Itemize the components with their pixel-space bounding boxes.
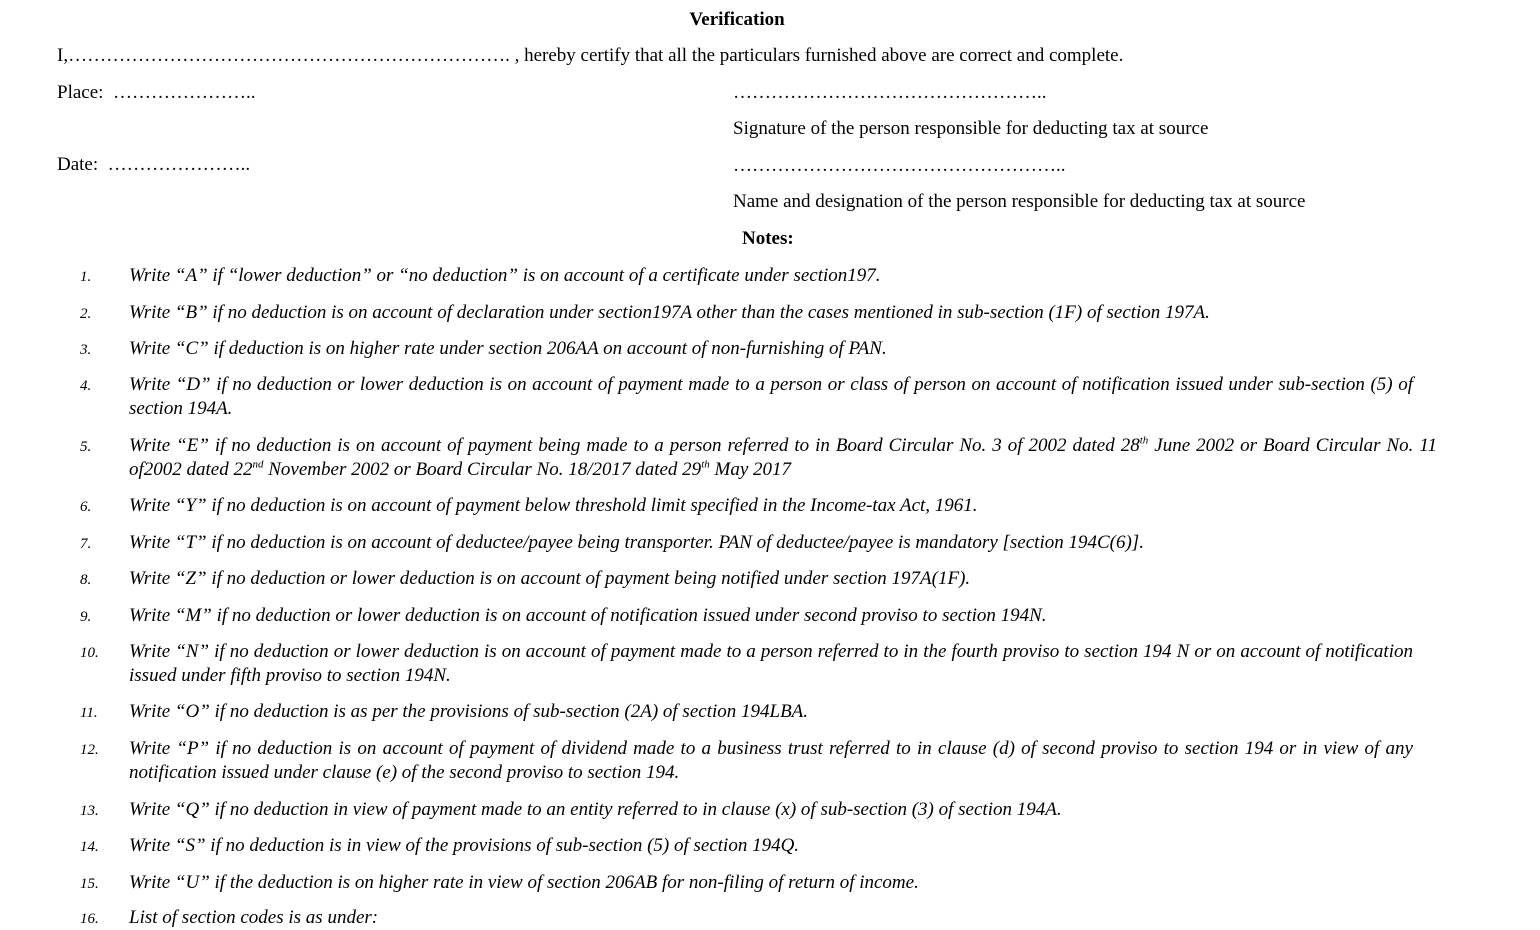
- note-text: Write “Q” if no deduction in view of payment made to an entity referred to in clause (x) of sub-section (3) of section 194A.: [129, 799, 1062, 820]
- ordinal-suffix: th: [701, 458, 710, 471]
- signature-blank: …………………………………………..: [733, 82, 1047, 103]
- place-label: Place:: [57, 82, 104, 103]
- note-number: 2.: [80, 306, 92, 322]
- certification-statement: [57, 45, 1123, 67]
- ordinal-suffix: th: [1139, 434, 1149, 447]
- note-text: Write “S” if no deduction is in view of the provisions of sub-section (5) of section 194Q.: [129, 835, 800, 856]
- ordinal-suffix: nd: [252, 458, 264, 471]
- note-text-part: May 2017: [709, 459, 792, 480]
- note-number: 4.: [80, 378, 92, 394]
- note-number: 13.: [80, 803, 99, 819]
- note-number: 9.: [80, 609, 92, 625]
- note-text: Write “A” if “lower deduction” or “no deduction” is on account of a certificate under section197.: [129, 265, 881, 286]
- note-text: Write “C” if deduction is on higher rate under section 206AA on account of non-furnishing of PAN.: [129, 338, 887, 359]
- note-text: Write “B” if no deduction is on account of declaration under section197A other than the cases mentioned in sub-section (1F) of section 197A.: [129, 302, 1210, 323]
- note-text-part: November 2002 or Board Circular No. 18/2017 dated 29: [263, 459, 702, 480]
- place-blank: …………………..: [112, 82, 256, 103]
- note-number: 10.: [80, 645, 99, 661]
- note-number: 8.: [80, 572, 92, 588]
- note-text: Write “T” if no deduction is on account of deductee/payee being transporter. PAN of deductee/payee is mandatory [section 194C(6)].: [129, 532, 1144, 553]
- note-text: Write “P” if no deduction is on account of payment of dividend made to a business trust referred to in clause (d) of second proviso to section 194 or in view of any notification issued under clause (e) of the second proviso to section 194.: [129, 738, 1413, 783]
- note-text: Write “D” if no deduction or lower deduction is on account of payment made to a person or class of person on account of notification issued under sub-section (5) of section 194A.: [129, 374, 1413, 419]
- note-number: 3.: [80, 342, 92, 358]
- note-text: Write “Z” if no deduction or lower deduction is on account of payment being notified under section 197A(1F).: [129, 568, 971, 589]
- note-number: 5.: [80, 439, 92, 455]
- signature-label: Signature of the person responsible for deducting tax at source: [733, 118, 1209, 139]
- name-designation-label: Name and designation of the person responsible for deducting tax at source: [733, 191, 1306, 212]
- certify-name-blank: …………………………………………………………….: [68, 45, 510, 66]
- note-number: 6.: [80, 499, 92, 515]
- note-number: 15.: [80, 876, 99, 892]
- note-text: List of section codes is as under:: [129, 907, 379, 928]
- certify-suffix: , hereby certify that all the particulars furnished above are correct and complete.: [514, 45, 1124, 66]
- note-text: Write “U” if the deduction is on higher rate in view of section 206AB for non-filing of return of income.: [129, 872, 919, 893]
- note-text: Write “M” if no deduction or lower deduction is on account of notification issued under second proviso to section 194N.: [129, 605, 1047, 626]
- note-text-part: June 2002 or Board Circular No. 11 of2002 dated 22: [129, 435, 1437, 480]
- date-field: [57, 154, 250, 176]
- place-field: [57, 82, 255, 104]
- note-text-part: Write “E” if no deduction is on account of payment being made to a person referred to in Board Circular No. 3 of 2002 dated 28: [129, 435, 1140, 456]
- note-number: 7.: [80, 536, 92, 552]
- note-text: Write “N” if no deduction or lower deduction is on account of payment made to a person referred to in the fourth proviso to section 194 N or on account of notification issued under fifth proviso to section 194N.: [129, 641, 1413, 686]
- note-number: 14.: [80, 839, 99, 855]
- date-blank: …………………..: [107, 154, 251, 175]
- note-text: Write “O” if no deduction is as per the provisions of sub-section (2A) of section 194LBA.: [129, 701, 809, 722]
- note-number: 1.: [80, 269, 92, 285]
- date-label: Date:: [57, 154, 99, 175]
- verification-title: Verification: [689, 9, 785, 30]
- note-text: Write “Y” if no deduction is on account of payment below threshold limit specified in the Income-tax Act, 1961.: [129, 495, 978, 516]
- note-number: 11.: [80, 705, 98, 721]
- note-number: 16.: [80, 911, 99, 927]
- certify-prefix: I,: [57, 45, 69, 66]
- note-number: 12.: [80, 742, 99, 758]
- notes-title: Notes:: [742, 228, 794, 249]
- name-designation-blank: ……………………………………………..: [733, 155, 1066, 176]
- note-text: [129, 434, 1437, 482]
